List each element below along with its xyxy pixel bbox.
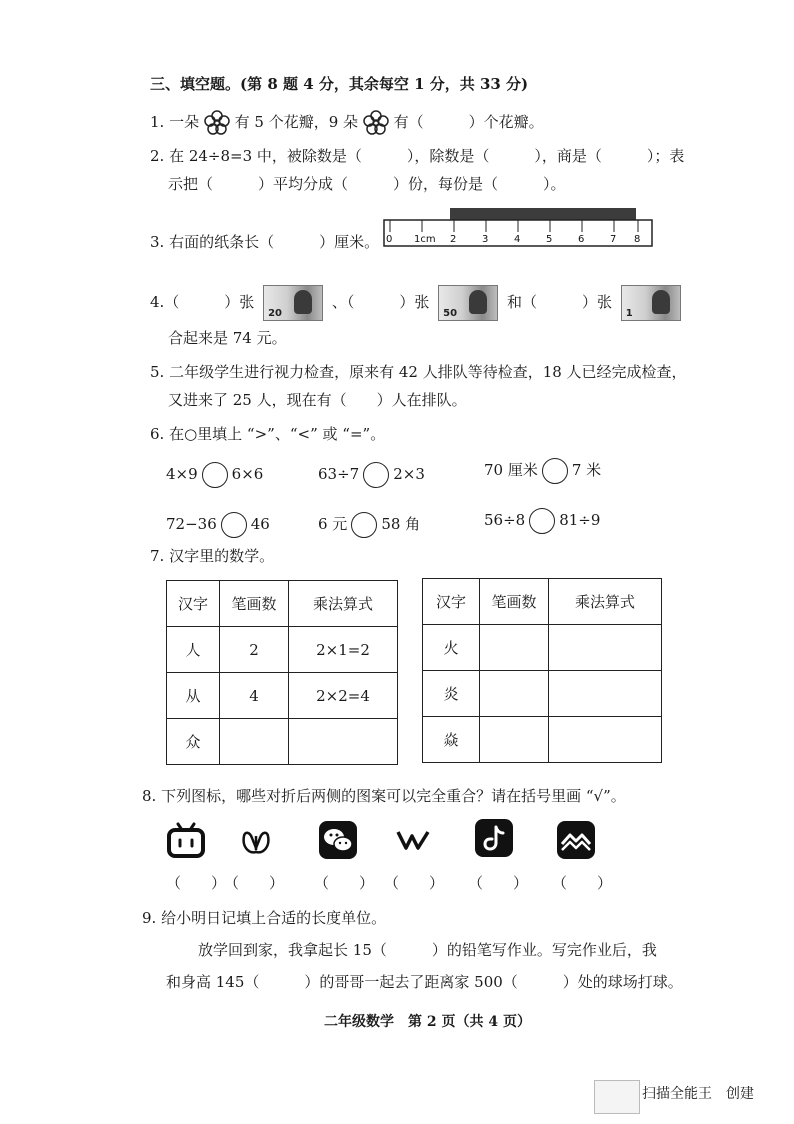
section-title: 三、填空题。(第 8 题 4 分，其余每空 1 分，共 33 分) — [150, 75, 529, 93]
ruler-label: 1cm — [414, 234, 436, 245]
banknote-image: 1 — [621, 285, 681, 321]
compare-item: 72−36 46 — [166, 510, 270, 538]
compare-circle[interactable] — [542, 458, 568, 484]
flower-icon — [204, 110, 230, 136]
table-cell: 人 — [167, 627, 220, 673]
scanner-logo-icon — [594, 1080, 640, 1114]
answer-paren[interactable]: （ ） — [552, 874, 613, 892]
ruler-label: 5 — [546, 234, 553, 245]
answer-cell[interactable] — [480, 625, 549, 671]
table-cell: 2×1=2 — [289, 627, 398, 673]
answer-cell[interactable] — [549, 671, 662, 717]
question-5-line-1: 5. 二年级学生进行视力检查，原来有 42 人排队等待检查，18 人已经完成检查， — [150, 363, 687, 381]
ruler-label: 3 — [482, 234, 489, 245]
answer-paren[interactable]: （ ） — [314, 874, 375, 892]
q4-part-1: 4.（ ）张 — [150, 293, 255, 311]
question-4-line-2: 合起来是 74 元。 — [168, 329, 287, 347]
question-5-line-2: 又进来了 25 人，现在有（ ）人在排队。 — [168, 391, 467, 409]
compare-item: 4×9 6×6 — [166, 460, 263, 488]
compare-circle[interactable] — [202, 462, 228, 488]
answer-paren[interactable]: （ ） — [384, 874, 445, 892]
answer-cell[interactable] — [480, 671, 549, 717]
answer-paren[interactable]: （ ） — [166, 874, 227, 892]
table-header: 笔画数 — [480, 579, 549, 625]
banknote-image: 20 — [263, 285, 323, 321]
answer-cell[interactable] — [549, 717, 662, 763]
table-cell: 4 — [220, 673, 289, 719]
wps-logo-icon — [396, 828, 432, 852]
mountain-logo-icon — [556, 820, 596, 860]
table-header: 汉字 — [423, 579, 480, 625]
table-cell: 焱 — [423, 717, 480, 763]
table-cell: 2×2=4 — [289, 673, 398, 719]
compare-item: 6 元 58 角 — [318, 510, 420, 538]
ruler-label: 0 — [386, 234, 393, 245]
answer-cell[interactable] — [289, 719, 398, 765]
left-character-table — [166, 580, 398, 765]
question-4 — [150, 284, 685, 321]
q4-part-2: 、（ ）张 — [331, 293, 430, 311]
answer-paren[interactable]: （ ） — [224, 874, 285, 892]
table-header: 笔画数 — [220, 581, 289, 627]
scanner-watermark: 扫描全能王 创建 — [642, 1086, 754, 1102]
compare-circle[interactable] — [351, 512, 377, 538]
compare-item: 56÷8 81÷9 — [484, 506, 600, 534]
table-cell: 2 — [220, 627, 289, 673]
q1-part-c: 有（ ）个花瓣。 — [393, 113, 544, 131]
answer-paren[interactable]: （ ） — [468, 874, 529, 892]
q4-part-3: 和（ ）张 — [506, 293, 612, 311]
table-cell: 炎 — [423, 671, 480, 717]
page-footer: 二年级数学 第 2 页（共 4 页） — [324, 1014, 531, 1030]
compare-circle[interactable] — [529, 508, 555, 534]
question-9-title: 9. 给小明日记填上合适的长度单位。 — [142, 909, 387, 927]
table-cell: 众 — [167, 719, 220, 765]
table-cell: 从 — [167, 673, 220, 719]
table-header: 乘法算式 — [289, 581, 398, 627]
flower-icon — [363, 110, 389, 136]
answer-cell[interactable] — [480, 717, 549, 763]
ruler-label: 6 — [578, 234, 585, 245]
table-header: 乘法算式 — [549, 579, 662, 625]
ruler-label: 7 — [610, 234, 617, 245]
question-3: 3. 右面的纸条长（ ）厘米。 — [150, 233, 380, 251]
answer-cell[interactable] — [220, 719, 289, 765]
question-8-title: 8. 下列图标，哪些对折后两侧的图案可以完全重合？请在括号里画 “√”。 — [142, 787, 626, 805]
question-9-line-1: 放学回到家，我拿起长 15（ ）的铅笔写作业。写完作业后，我 — [198, 941, 657, 959]
compare-circle[interactable] — [363, 462, 389, 488]
table-cell: 火 — [423, 625, 480, 671]
question-2-line-2: 示把（ ）平均分成（ ）份，每份是（ ）。 — [168, 175, 566, 193]
right-character-table — [422, 578, 662, 763]
paper-strip — [450, 208, 636, 220]
q1-part-b: 有 5 个花瓣，9 朵 — [234, 113, 359, 131]
question-6-title: 6. 在○里填上 “>”、“<” 或 “=”。 — [150, 425, 386, 443]
question-7-title: 7. 汉字里的数学。 — [150, 547, 275, 565]
question-9-line-2: 和身高 145（ ）的哥哥一起去了距离家 500（ ）处的球场打球。 — [166, 973, 683, 991]
ruler-label: 2 — [450, 234, 457, 245]
compare-item: 70 厘米 7 米 — [484, 456, 601, 484]
ruler-figure — [382, 206, 654, 248]
answer-cell[interactable] — [549, 625, 662, 671]
question-1 — [150, 110, 544, 136]
wechat-logo-icon — [318, 820, 358, 860]
question-2-line-1: 2. 在 24÷8=3 中，被除数是（ ），除数是（ ），商是（ ）；表 — [150, 147, 685, 165]
table-header: 汉字 — [167, 581, 220, 627]
ruler-label: 4 — [514, 234, 521, 245]
butterfly-logo-icon — [238, 826, 274, 856]
ruler-label: 8 — [634, 234, 641, 245]
q1-part-a: 1. 一朵 — [150, 113, 200, 131]
banknote-image: 50 — [438, 285, 498, 321]
compare-item: 63÷7 2×3 — [318, 460, 425, 488]
tiktok-logo-icon — [474, 818, 514, 858]
tv-logo-icon — [166, 820, 206, 860]
compare-circle[interactable] — [221, 512, 247, 538]
